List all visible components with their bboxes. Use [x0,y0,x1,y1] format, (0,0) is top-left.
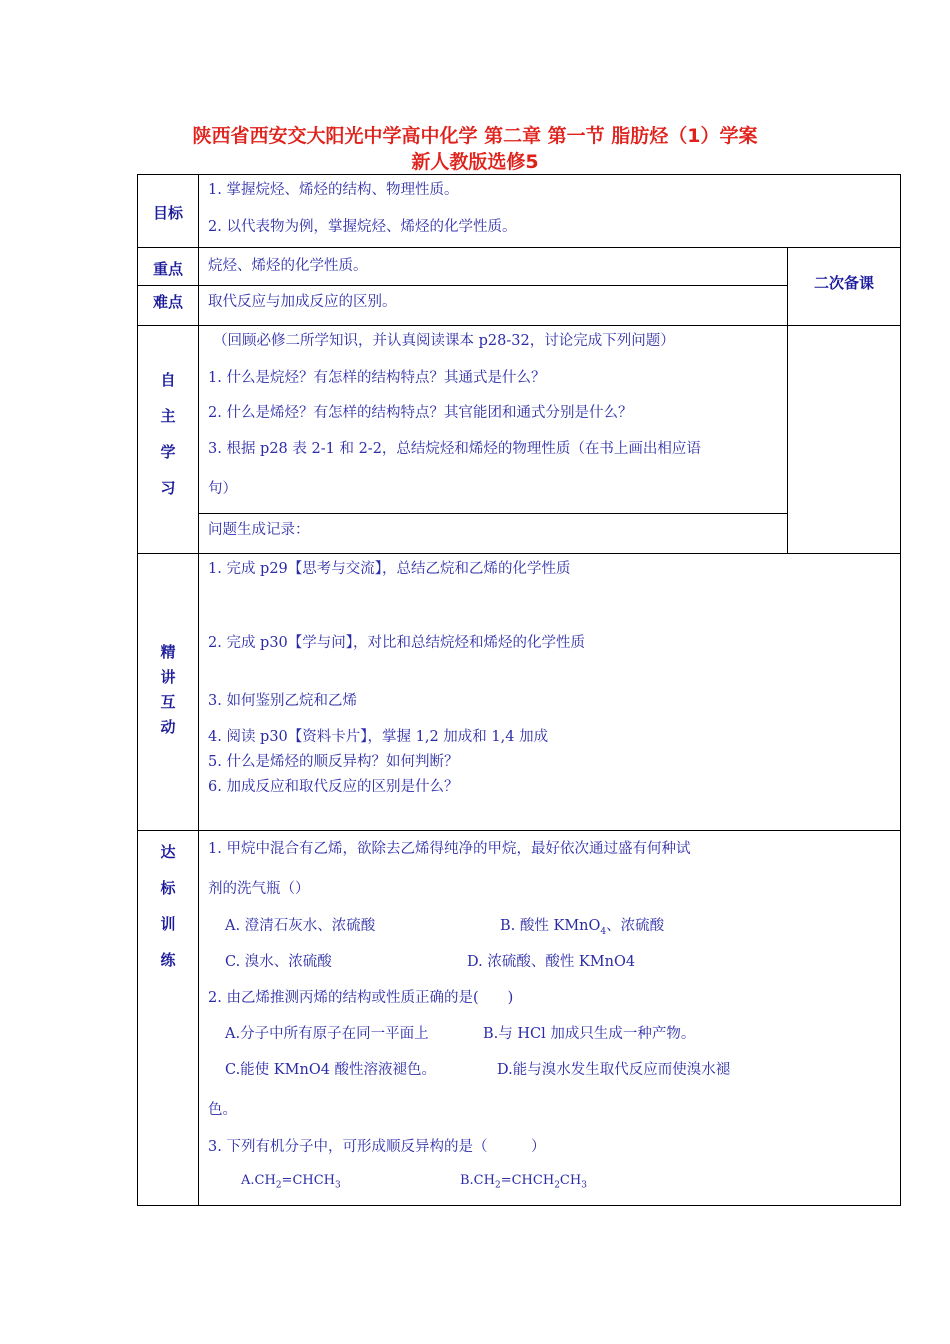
lecture-q5: 5. 什么是烯烃的顺反异构？如何判断？ [208,754,459,770]
self-study-label [137,362,199,506]
practice-q1-option-d: D. 浓硫酸、酸性 KMnO4 [467,954,636,970]
self-study-char-2: 主 [160,407,176,425]
self-study-q1: 1. 什么是烷烃？有怎样的结构特点？其通式是什么？ [208,370,546,386]
practice-q2-option-a: A.分子中所有原子在同一平面上 [225,1026,429,1042]
lecture-q3: 3. 如何鉴别乙烷和乙烯 [208,693,357,709]
self-study-q3-line2: 句） [208,481,237,497]
goals-label: 目标 [152,204,183,222]
practice-q1-option-a: A. 澄清石灰水、浓硫酸 [225,918,376,934]
self-study-intro: （回顾必修二所学知识，并认真阅读课本 p28-32，讨论完成下列问题） [213,333,675,349]
question-record: 问题生成记录： [208,522,310,538]
practice-q1-line1: 1. 甲烷中混合有乙烯，欲除去乙烯得纯净的甲烷，最好依次通过盛有何种试 [208,841,691,857]
title-line-1: 陕西省西安交大阳光中学高中化学 第二章 第一节 脂肪烃（1）学案 [192,125,758,147]
self-study-char-3: 学 [160,443,176,461]
second-prep-label: 二次备课 [813,274,874,292]
difficulties-text: 取代反应与加成反应的区别。 [208,294,397,310]
practice-label [137,834,199,978]
title-line-2: 新人教版选修5 [411,151,539,173]
practice-char-4: 练 [160,951,176,969]
lecture-q1: 1. 完成 p29【思考与交流】，总结乙烷和乙烯的化学性质 [208,561,571,577]
practice-q3: 3. 下列有机分子中，可形成顺反异构的是（ ） [208,1139,546,1155]
practice-q3-option-b: $B.CH_2=CHCH_2CH_3$ [460,1173,587,1191]
practice-q2: 2. 由乙烯推测丙烯的结构或性质正确的是( ) [208,990,514,1006]
lecture-q4: 4. 阅读 p30【资料卡片】，掌握 1,2 加成和 1,4 加成 [208,729,549,745]
lecture-char-3: 互 [160,693,176,711]
lecture-char-4: 动 [160,718,176,736]
self-study-q2: 2. 什么是烯烃？有怎样的结构特点？其官能团和通式分别是什么？ [208,405,633,421]
practice-q1-option-b: B. 酸性 KMnO$_4$、浓硫酸 [500,918,665,937]
self-study-char-4: 习 [160,479,176,497]
practice-char-1: 达 [160,843,176,861]
practice-char-3: 训 [160,915,176,933]
lecture-label [137,640,199,740]
lecture-char-2: 讲 [160,668,176,686]
practice-q2-option-d: D.能与溴水发生取代反应而使溴水褪 [497,1062,731,1078]
key-points-label: 重点 [152,260,183,278]
practice-q2-option-b: B.与 HCl 加成只生成一种产物。 [483,1026,696,1042]
lecture-char-1: 精 [160,643,176,661]
practice-char-2: 标 [160,879,176,897]
self-study-char-1: 自 [160,371,176,389]
goal-item-1: 1. 掌握烷烃、烯烃的结构、物理性质。 [208,182,459,198]
goal-item-2: 2. 以代表物为例，掌握烷烃、烯烃的化学性质。 [208,219,517,235]
lecture-q6: 6. 加成反应和取代反应的区别是什么？ [208,779,459,795]
self-study-q3-line1: 3. 根据 p28 表 2-1 和 2-2，总结烷烃和烯烃的物理性质（在书上画出相应语 [208,441,701,457]
lesson-table [137,174,901,1206]
practice-q3-option-a: $A.CH_2=CHCH_3$ [241,1173,341,1191]
practice-q1-line2: 剂的洗气瓶（） [208,881,310,897]
practice-q1-option-c: C. 溴水、浓硫酸 [225,954,332,970]
key-points-text: 烷烃、烯烃的化学性质。 [208,258,368,274]
practice-q2-option-c: C.能使 KMnO4 酸性溶液褪色。 [225,1062,437,1078]
practice-q2-option-d-line2: 色。 [208,1102,237,1118]
difficulties-label: 难点 [152,293,183,311]
lecture-q2: 2. 完成 p30【学与问】，对比和总结烷烃和烯烃的化学性质 [208,635,586,651]
